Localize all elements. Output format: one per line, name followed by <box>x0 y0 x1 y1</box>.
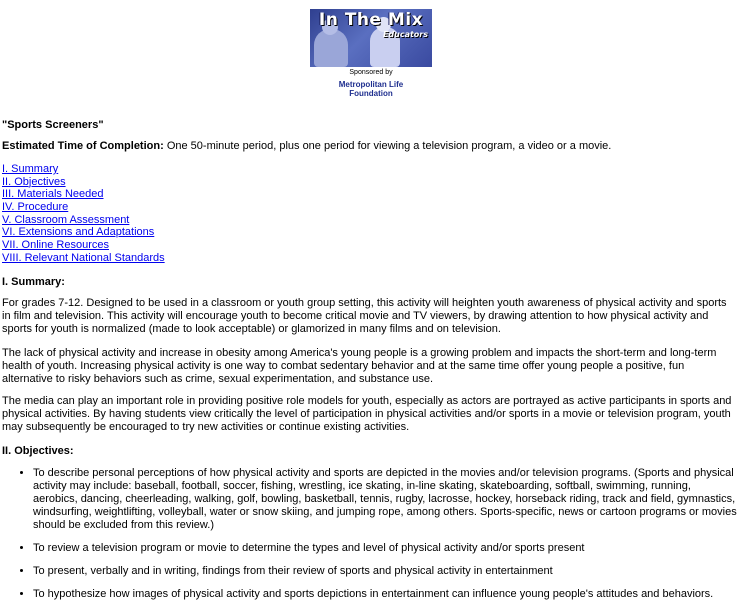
objectives-heading: II. Objectives: <box>2 445 74 457</box>
toc-link-objectives[interactable]: II. Objectives <box>2 175 66 188</box>
toc-link-extensions-adaptations[interactable]: VI. Extensions and Adaptations <box>2 226 155 239</box>
sponsor-logo[interactable]: Metropolitan Life Foundation <box>338 80 404 98</box>
logo-subtitle: Educators <box>382 30 428 39</box>
toc-link-materials-needed[interactable]: III. Materials Needed <box>2 188 104 201</box>
toc-link-summary[interactable]: I. Summary <box>2 163 59 175</box>
estimated-time-value: One 50-minute period, plus one period for viewing a television program, a video or a movie. <box>163 140 612 152</box>
objective-item: • To hypothesize how images of physical activity and sports depictions in entertainment can influence young people's attitudes and behaviors. <box>33 588 737 601</box>
estimated-time-label: Estimated Time of Completion: <box>2 140 164 152</box>
objective-item: • To review a television program or movie to determine the types and level of physical activity and/or sports present <box>33 542 737 555</box>
summary-paragraph: The lack of physical activity and increase in obesity among America's young people is a growing problem and impacts the short-term and long-term health of youth. Increasing physical activity is one way to combat sedentary behavior and at the same time offer young people a positive, fun alternative to risky behaviors such as crime, sexual experimentation, and substance use. <box>2 347 717 385</box>
lesson-title: "Sports Screeners" <box>2 119 104 131</box>
sponsored-by-label: Sponsored by <box>349 69 393 76</box>
table-of-contents <box>2 163 165 265</box>
objective-item: • To present, verbally and in writing, findings from their review of sports and physical activity in entertainment <box>33 565 737 578</box>
toc-link-national-standards[interactable]: VIII. Relevant National Standards <box>2 251 165 264</box>
estimated-time <box>2 140 611 153</box>
toc-link-procedure[interactable]: IV. Procedure <box>2 201 69 214</box>
toc-link-classroom-assessment[interactable]: V. Classroom Assessment <box>2 213 130 226</box>
logo-title: In The Mix <box>318 10 424 30</box>
toc-link-online-resources[interactable]: VII. Online Resources <box>2 239 109 252</box>
summary-paragraph: For grades 7-12. Designed to be used in a classroom or youth group setting, this activity will heighten youth awareness of physical activity and sports in film and television. This activity will encourage youth to become critical movie and TV viewers, by drawing attention to how physical activity and sports for youth is normalized (made to look acceptable) or glamorized in many films and on television. <box>2 297 727 335</box>
summary-heading: I. Summary: <box>2 276 65 288</box>
objectives-list <box>2 467 737 611</box>
summary-paragraph: The media can play an important role in providing positive role models for youth, especially as actors are portrayed as active participants in sports and physical activities. By having students view critically the level of participation in physical activities and/or sports in a movie or television program, youth may subsequently be encouraged to try new activities or continue existing activities. <box>2 395 732 433</box>
objective-item: • To describe personal perceptions of how physical activity and sports are depicted in the movies and/or television programs. (Sports and physical activity may include: baseball, football, soccer, fishing, wrestling, ice skating, in-line skating, skateboarding, softball, swimming, running, aerobics, dancing, cheerleading, walking, golf, bowling, basketball, tennis, rugby, lacrosse, hockey, horseback riding, track and field, gymnastics, windsurfing, weightlifting, volleyball, water or snow skiing, and jumping rope, among others. Sports-specific, news or cartoon programs or movies should be excluded from this review.) <box>33 467 737 532</box>
in-the-mix-logo[interactable] <box>310 9 432 67</box>
